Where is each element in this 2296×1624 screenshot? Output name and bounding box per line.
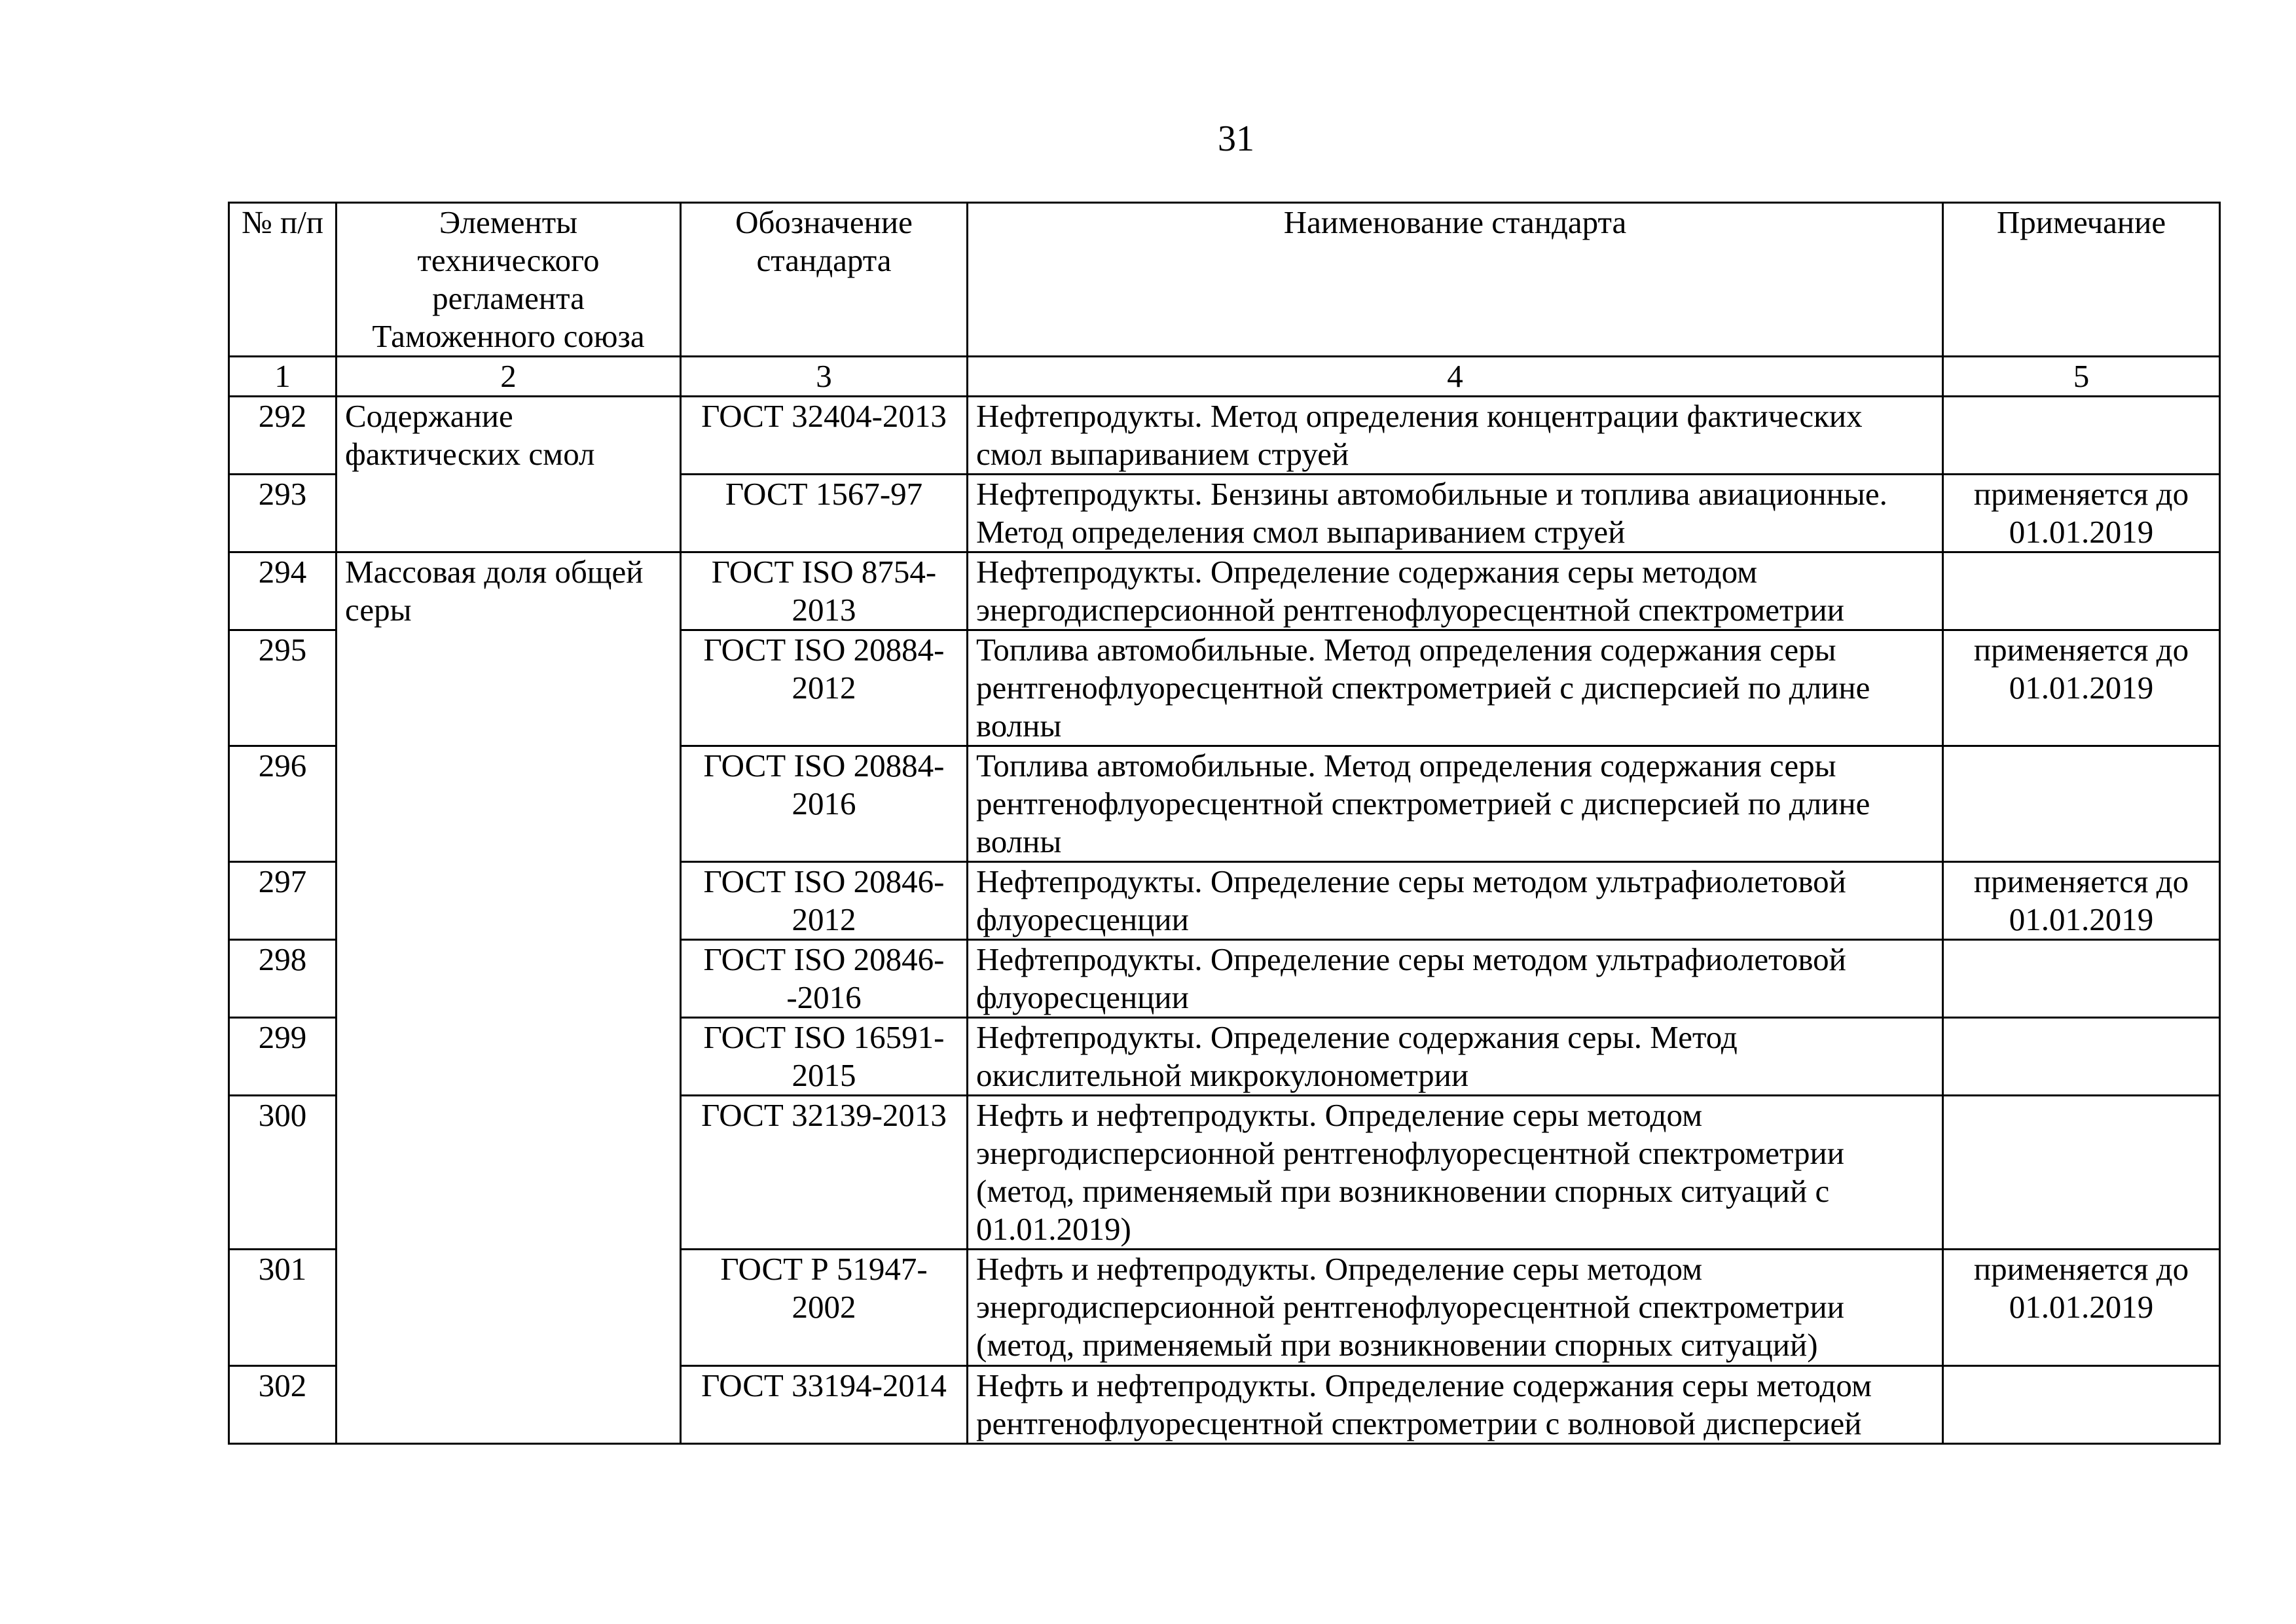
note-cell <box>1943 746 2220 862</box>
note-cell: применяется до 01.01.2019 <box>1943 475 2220 552</box>
header-row <box>229 203 2220 357</box>
standard-name: Нефтепродукты. Определение серы методом ультрафиолетовой флуоресценции <box>968 862 1943 940</box>
column-number: 5 <box>1943 357 2220 397</box>
row-number: 294 <box>229 552 337 630</box>
column-number: 3 <box>681 357 968 397</box>
note-cell <box>1943 1366 2220 1444</box>
standard-code: ГОСТ 1567-97 <box>681 475 968 552</box>
standard-name: Нефтепродукты. Определение содержания серы. Метод окислительной микрокулонометрии <box>968 1018 1943 1096</box>
row-number: 298 <box>229 940 337 1018</box>
row-number: 299 <box>229 1018 337 1096</box>
column-number: 2 <box>337 357 681 397</box>
standard-name: Нефть и нефтепродукты. Определение содержания серы методом рентгенофлуоресцентной спектрометрии с волновой дисперсией <box>968 1366 1943 1444</box>
row-number: 295 <box>229 630 337 746</box>
standard-name: Нефть и нефтепродукты. Определение серы методом энергодисперсионной рентгенофлуоресцентной спектрометрии (метод, применяемый при возникновении спорных ситуаций) <box>968 1250 1943 1366</box>
note-cell <box>1943 940 2220 1018</box>
note-cell: применяется до 01.01.2019 <box>1943 630 2220 746</box>
column-number: 4 <box>968 357 1943 397</box>
standard-name: Топлива автомобильные. Метод определения содержания серы рентгенофлуоресцентной спектрометрией с дисперсией по длине волны <box>968 630 1943 746</box>
row-number: 297 <box>229 862 337 940</box>
standard-name: Нефтепродукты. Определение содержания серы методом энергодисперсионной рентгенофлуоресцентной спектрометрии <box>968 552 1943 630</box>
note-cell <box>1943 397 2220 475</box>
row-number: 296 <box>229 746 337 862</box>
row-number: 300 <box>229 1096 337 1250</box>
row-number: 302 <box>229 1366 337 1444</box>
standard-code: ГОСТ 33194-2014 <box>681 1366 968 1444</box>
standard-code: ГОСТ ISO 8754-2013 <box>681 552 968 630</box>
page-number: 31 <box>1218 118 1254 159</box>
note-cell: применяется до 01.01.2019 <box>1943 1250 2220 1366</box>
column-number: 1 <box>229 357 337 397</box>
standard-code: ГОСТ 32404-2013 <box>681 397 968 475</box>
header-note: Примечание <box>1943 203 2220 357</box>
row-number: 293 <box>229 475 337 552</box>
element-cell: Массовая доля общей серы <box>337 552 681 1444</box>
note-cell <box>1943 1018 2220 1096</box>
standard-name: Нефтепродукты. Метод определения концентрации фактических смол выпариванием струей <box>968 397 1943 475</box>
table-row <box>229 552 2220 630</box>
standard-name: Топлива автомобильные. Метод определения содержания серы рентгенофлуоресцентной спектрометрией с дисперсией по длине волны <box>968 746 1943 862</box>
standard-code: ГОСТ ISO 20846--2016 <box>681 940 968 1018</box>
standard-code: ГОСТ ISO 20846-2012 <box>681 862 968 940</box>
standard-code: ГОСТ 32139-2013 <box>681 1096 968 1250</box>
standard-code: ГОСТ ISO 16591-2015 <box>681 1018 968 1096</box>
row-number: 301 <box>229 1250 337 1366</box>
element-cell: Содержание фактических смол <box>337 397 681 552</box>
note-cell: применяется до 01.01.2019 <box>1943 862 2220 940</box>
standard-code: ГОСТ ISO 20884-2016 <box>681 746 968 862</box>
column-numbers-row <box>229 357 2220 397</box>
standard-name: Нефтепродукты. Определение серы методом ультрафиолетовой флуоресценции <box>968 940 1943 1018</box>
header-element: Элементы технического регламента Таможенного союза <box>337 203 681 357</box>
standard-name: Нефть и нефтепродукты. Определение серы методом энергодисперсионной рентгенофлуоресцентной спектрометрии (метод, применяемый при возникновении спорных ситуаций с 01.01.2019) <box>968 1096 1943 1250</box>
table-row <box>229 397 2220 475</box>
note-cell <box>1943 1096 2220 1250</box>
standards-table <box>228 202 2221 1445</box>
header-name: Наименование стандарта <box>968 203 1943 357</box>
standard-code: ГОСТ ISO 20884-2012 <box>681 630 968 746</box>
note-cell <box>1943 552 2220 630</box>
header-code: Обозначение стандарта <box>681 203 968 357</box>
header-number: № п/п <box>229 203 337 357</box>
standard-code: ГОСТ Р 51947-2002 <box>681 1250 968 1366</box>
standard-name: Нефтепродукты. Бензины автомобильные и топлива авиационные. Метод определения смол выпариванием струей <box>968 475 1943 552</box>
row-number: 292 <box>229 397 337 475</box>
